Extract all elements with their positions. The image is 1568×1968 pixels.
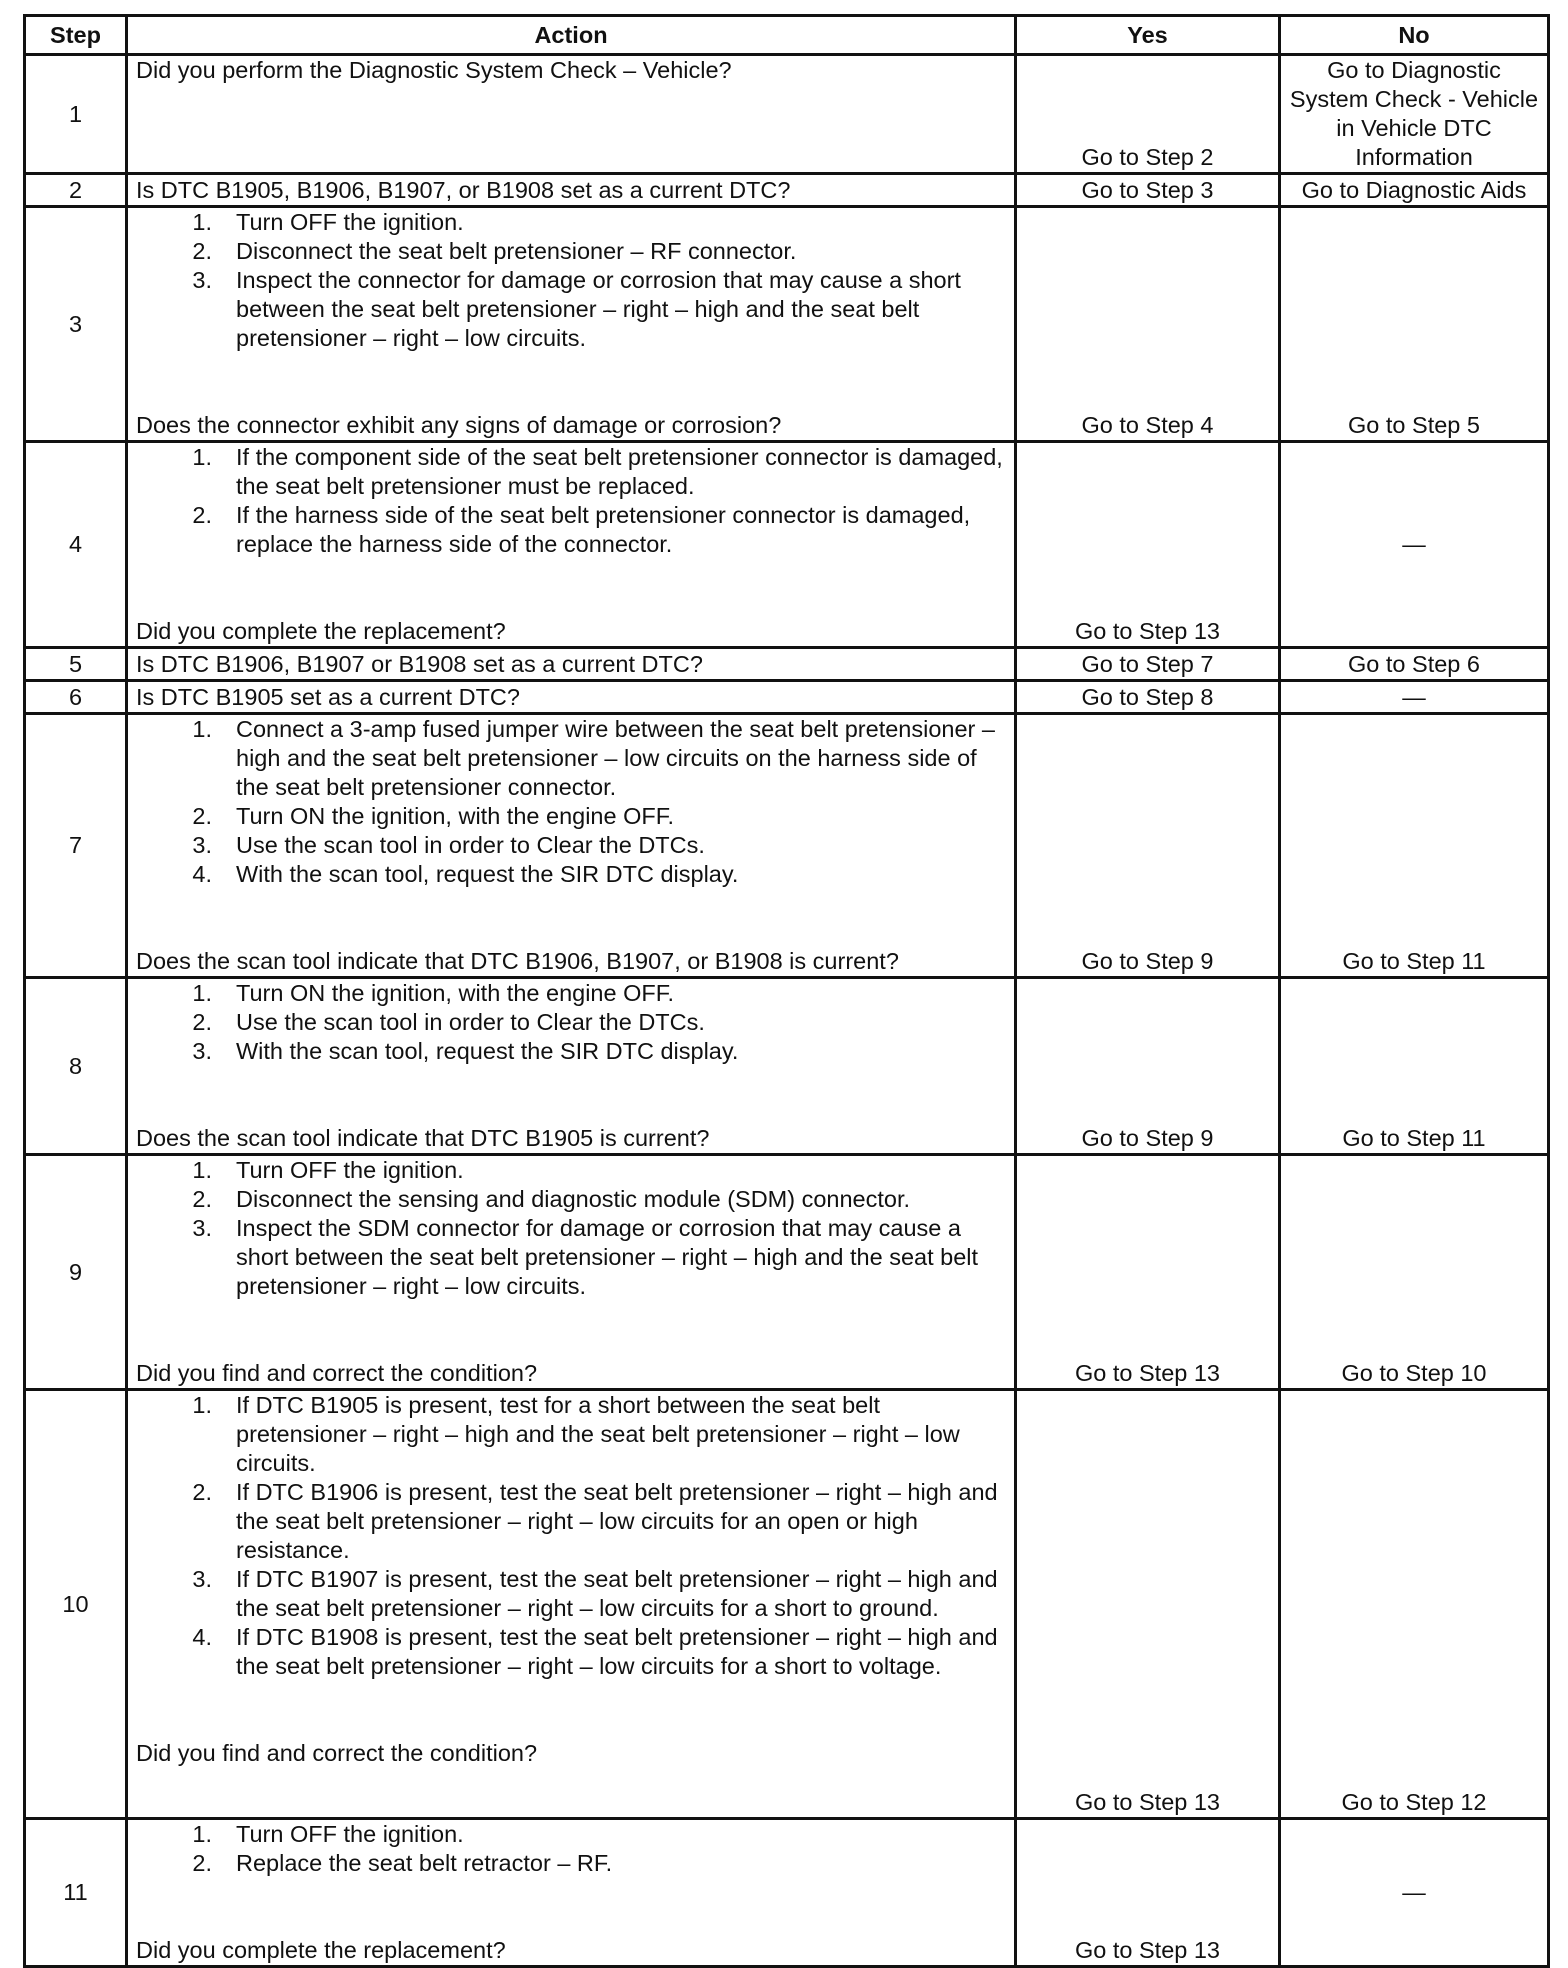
no-cell: Go to Diagnostic Aids <box>1280 174 1549 207</box>
no-cell: — <box>1280 1819 1549 1967</box>
step-number: 9 <box>25 1155 127 1390</box>
instruction-item: 2. Disconnect the seat belt pretensioner – RF connector. <box>192 238 797 264</box>
step-number: 3 <box>25 207 127 442</box>
yes-cell: Go to Step 13 <box>1016 442 1280 648</box>
instruction-item: 2. Replace the seat belt retractor – RF. <box>192 1850 613 1876</box>
step-number: 7 <box>25 714 127 978</box>
header-no: No <box>1280 16 1549 55</box>
step-number: 5 <box>25 648 127 681</box>
question: Does the connector exhibit any signs of damage or corrosion? <box>136 412 782 438</box>
instruction-item: 1. Turn OFF the ignition. <box>192 1157 464 1183</box>
question: Did you complete the replacement? <box>136 1937 506 1963</box>
step-number: 2 <box>25 174 127 207</box>
instruction-list <box>136 715 1006 889</box>
instruction-item: 2. Use the scan tool in order to Clear the DTCs. <box>192 1009 705 1035</box>
instruction-item: 1. Turn OFF the ignition. <box>192 209 464 235</box>
header-yes: Yes <box>1016 16 1280 55</box>
instruction-list <box>136 1820 1006 1878</box>
instruction-item: 1. If DTC B1905 is present, test for a short between the seat belt pretensioner – right – high and the seat belt pretensioner – right – low circuits. <box>192 1392 960 1476</box>
instruction-item: 1. Turn ON the ignition, with the engine OFF. <box>192 980 675 1006</box>
instruction-item: 3. Inspect the SDM connector for damage or corrosion that may cause a short between the seat belt pretensioner – right – high and the seat belt pretensioner – right – low circuits. <box>192 1215 979 1299</box>
instruction-item: 3. Inspect the connector for damage or corrosion that may cause a short between the seat belt pretensioner – right – high and the seat belt pretensioner – right – low circuits. <box>192 267 961 351</box>
no-cell: Go to Step 6 <box>1280 648 1549 681</box>
question: Is DTC B1906, B1907 or B1908 set as a current DTC? <box>136 650 703 677</box>
question: Did you complete the replacement? <box>136 618 506 644</box>
instruction-list <box>136 979 1006 1066</box>
action-cell <box>127 1155 1016 1390</box>
instruction-item: 4. With the scan tool, request the SIR DTC display. <box>192 861 739 887</box>
instruction-item: 3. With the scan tool, request the SIR DTC display. <box>192 1038 739 1064</box>
step-number: 1 <box>25 55 127 174</box>
table-row <box>25 681 1549 714</box>
table-row <box>25 1155 1549 1390</box>
no-cell: — <box>1280 442 1549 648</box>
yes-cell: Go to Step 4 <box>1016 207 1280 442</box>
step-number: 8 <box>25 978 127 1155</box>
action-cell <box>127 1390 1016 1819</box>
no-cell: Go to Step 11 <box>1280 978 1549 1155</box>
instruction-item: 1. If the component side of the seat belt pretensioner connector is damaged, the seat belt pretensioner must be replaced. <box>192 444 1003 499</box>
table-row <box>25 714 1549 978</box>
action-cell <box>127 714 1016 978</box>
yes-cell: Go to Step 9 <box>1016 714 1280 978</box>
no-cell: Go to Step 11 <box>1280 714 1549 978</box>
step-number: 11 <box>25 1819 127 1967</box>
step-number: 6 <box>25 681 127 714</box>
no-cell: — <box>1280 681 1549 714</box>
question: Did you find and correct the condition? <box>136 1360 538 1386</box>
instruction-item: 1. Turn OFF the ignition. <box>192 1821 464 1847</box>
instruction-item: 2. Disconnect the sensing and diagnostic module (SDM) connector. <box>192 1186 911 1212</box>
action-cell <box>127 55 1016 174</box>
action-cell <box>127 174 1016 207</box>
instruction-item: 2. If the harness side of the seat belt pretensioner connector is damaged, replace the harness side of the connector. <box>192 502 971 557</box>
yes-cell: Go to Step 8 <box>1016 681 1280 714</box>
yes-cell: Go to Step 13 <box>1016 1155 1280 1390</box>
step-number: 10 <box>25 1390 127 1819</box>
table-row <box>25 648 1549 681</box>
action-cell <box>127 1819 1016 1967</box>
instruction-list <box>136 1391 1006 1681</box>
action-cell <box>127 681 1016 714</box>
yes-cell: Go to Step 7 <box>1016 648 1280 681</box>
instruction-item: 4. If DTC B1908 is present, test the seat belt pretensioner – right – high and the seat belt pretensioner – right – low circuits for a short to voltage. <box>192 1624 998 1679</box>
action-cell <box>127 207 1016 442</box>
table-row <box>25 442 1549 648</box>
question: Is DTC B1905, B1906, B1907, or B1908 set as a current DTC? <box>136 176 791 203</box>
action-cell <box>127 648 1016 681</box>
yes-cell: Go to Step 9 <box>1016 978 1280 1155</box>
instruction-item: 3. Use the scan tool in order to Clear the DTCs. <box>192 832 705 858</box>
instruction-list <box>136 208 1006 353</box>
action-cell <box>127 978 1016 1155</box>
instruction-item: 1. Connect a 3-amp fused jumper wire between the seat belt pretensioner – high and the seat belt pretensioner – low circuits on the harness side of the seat belt pretensioner connector. <box>192 716 995 800</box>
question: Does the scan tool indicate that DTC B1906, B1907, or B1908 is current? <box>136 948 899 974</box>
instruction-item: 2. Turn ON the ignition, with the engine OFF. <box>192 803 675 829</box>
action-cell <box>127 442 1016 648</box>
instruction-item: 3. If DTC B1907 is present, test the seat belt pretensioner – right – high and the seat belt pretensioner – right – low circuits for a short to ground. <box>192 1566 998 1621</box>
yes-cell: Go to Step 13 <box>1016 1819 1280 1967</box>
step-number: 4 <box>25 442 127 648</box>
question: Does the scan tool indicate that DTC B1905 is current? <box>136 1125 710 1151</box>
header-step: Step <box>25 16 127 55</box>
instruction-item: 2. If DTC B1906 is present, test the seat belt pretensioner – right – high and the seat belt pretensioner – right – low circuits for an open or high resistance. <box>192 1479 998 1563</box>
instruction-list <box>136 1156 1006 1301</box>
table-row <box>25 55 1549 174</box>
question: Did you find and correct the condition? <box>136 1740 538 1766</box>
no-cell: Go to Step 5 <box>1280 207 1549 442</box>
question: Did you perform the Diagnostic System Check – Vehicle? <box>136 57 732 83</box>
question: Is DTC B1905 set as a current DTC? <box>136 683 520 710</box>
table-row <box>25 1390 1549 1819</box>
yes-cell: Go to Step 13 <box>1016 1390 1280 1819</box>
yes-cell: Go to Step 2 <box>1016 55 1280 174</box>
no-cell: Go to Step 10 <box>1280 1155 1549 1390</box>
header-row <box>25 16 1549 55</box>
table-row <box>25 1819 1549 1967</box>
table-row <box>25 207 1549 442</box>
table-row <box>25 978 1549 1155</box>
no-cell: Go to Step 12 <box>1280 1390 1549 1819</box>
instruction-list <box>136 443 1006 559</box>
no-cell: Go to Diagnostic System Check - Vehicle in Vehicle DTC Information <box>1280 55 1549 174</box>
diagnostic-table <box>23 14 1550 1968</box>
table-row <box>25 174 1549 207</box>
header-action: Action <box>127 16 1016 55</box>
yes-cell: Go to Step 3 <box>1016 174 1280 207</box>
